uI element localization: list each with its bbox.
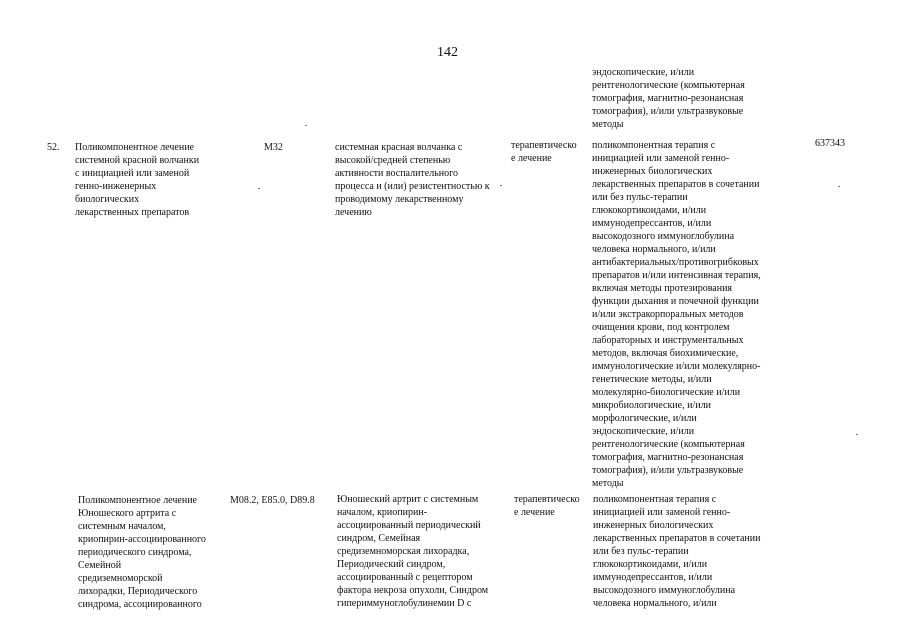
- treatment-type-cell: терапевтическо е лечение: [514, 494, 580, 518]
- patient-model-cell: Юношеский артрит с системным началом, криопирин- ассоциированный периодический синдром, Семейная средиземноморская лихорадка, Периодический синдром, ассоциированный с рецептором фактора некроза опухоли, Синдром гипериммуноглобулинемии D с: [337, 494, 489, 609]
- continued-methods-cell: эндоскопические, и/или рентгенологические (компьютерная томография, магнитно-резонансная томография), и/или ультразвуковые методы: [592, 67, 745, 130]
- diagnosis-code-cell: М32: [264, 142, 283, 153]
- scan-speck: [258, 188, 260, 189]
- diagnosis-code-cell: M08.2, E85.0, D89.8: [230, 495, 315, 506]
- scan-speck: [838, 186, 840, 187]
- treatment-type-cell: терапевтическо е лечение: [511, 140, 577, 164]
- procedure-name-cell: Поликомпонентное лечение Юношеского артрита с системным началом, криопирин-ассоциированного периодического синдрома, Семейной средиземноморской лихорадки, Периодического синдрома, ассоциированного: [78, 495, 206, 610]
- scan-speck: [500, 185, 502, 186]
- patient-model-cell: системная красная волчанка с высокой/средней степенью активности воспалительного процесса и (или) резистентностью к проводимому лекарственному лечению: [335, 142, 490, 218]
- page-number: 142: [437, 45, 458, 60]
- treatment-method-cell: поликомпонентная терапия с инициацией или заменой генно- инженерных биологических лекарственных препаратов в сочетании или без пульс-терапии глюкокортикоидами, и/или иммунодепрессантов, и/или высокодозного иммуноглобулина человека нормального, и/или: [593, 494, 761, 609]
- procedure-name-cell: Поликомпонентное лечение системной красной волчанки с инициацией или заменой генно-инженерных биологических лекарственных препаратов: [75, 142, 200, 218]
- treatment-method-cell: поликомпонентная терапия с инициацией или заменой генно- инженерных биологических лекарственных препаратов в сочетании или без пульс-терапии глюкокортикоидами, и/или иммунодепрессантов, и/или высокодозного иммуноглобулина человека нормального, и/или антибактериальных/противогрибковых препаратов и/или интенсивная терапия, включая методы протезирования функции дыхания и почечной функции и/или экстракорпоральных методов очищения крови, под контролем лабораторных и инструментальных методов, включая биохимические, иммунологические и/или молекулярно- генетические методы, и/или молекулярно-биологические и/или микробиологические, и/или морфологические, и/или эндоскопические, и/или рентгенологические (компьютерная томография, магнитно-резонансная томография), и/или ультразвуковые методы: [592, 140, 761, 489]
- scan-speck: [856, 434, 858, 435]
- cost-cell: 637343: [815, 138, 845, 149]
- row-number: 52.: [47, 142, 60, 153]
- scan-speck: [305, 125, 307, 126]
